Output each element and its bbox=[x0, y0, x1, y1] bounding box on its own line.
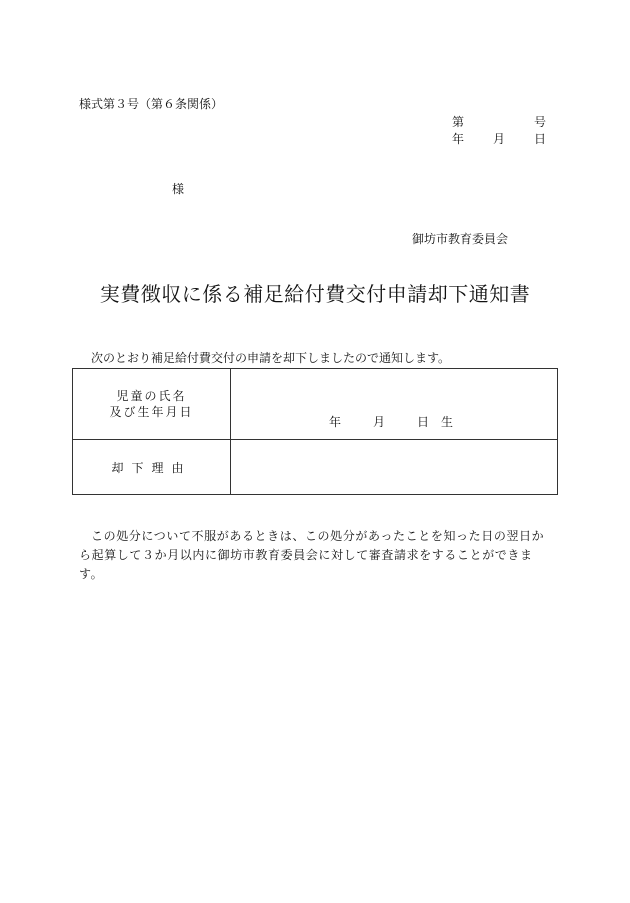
document-date-day: 日 bbox=[533, 132, 546, 146]
document-number-prefix: 第 bbox=[452, 115, 465, 129]
form-table bbox=[72, 368, 558, 495]
document-number-suffix: 号 bbox=[533, 115, 546, 129]
document-title: 実費徴収に係る補足給付費交付申請却下通知書 bbox=[99, 282, 531, 306]
lead-text: 次のとおり補足給付費交付の申請を却下しましたので通知します。 bbox=[91, 351, 451, 365]
child-value-cell[interactable] bbox=[231, 369, 558, 440]
document-date-month: 月 bbox=[492, 132, 505, 146]
form-label: 様式第３号（第６条関係） bbox=[79, 97, 224, 111]
document-date-year: 年 bbox=[452, 132, 465, 146]
reason-value-cell[interactable] bbox=[231, 440, 558, 495]
child-label bbox=[73, 388, 230, 420]
issuer: 御坊市教育委員会 bbox=[412, 232, 509, 246]
birth-month: 月 bbox=[373, 415, 386, 429]
birth-suffix: 生 bbox=[441, 415, 454, 429]
appeal-notice: この処分について不服があるときは、この処分があったことを知った日の翌日から起算して３か月以内に御坊市教育委員会に対して審査請求をすることができます。 bbox=[79, 529, 545, 581]
child-row bbox=[73, 369, 558, 440]
birth-date-row bbox=[329, 413, 453, 430]
addressee: 様 bbox=[172, 182, 185, 196]
child-label-cell bbox=[73, 369, 231, 440]
reason-label-cell bbox=[73, 440, 231, 495]
child-label-line2: 及び生年月日 bbox=[109, 405, 194, 419]
document-number bbox=[452, 113, 546, 130]
document-date bbox=[452, 130, 546, 147]
birth-date-area bbox=[231, 369, 557, 439]
reason-row bbox=[73, 440, 558, 495]
birth-year: 年 bbox=[329, 415, 342, 429]
reason-label: 却下理由 bbox=[111, 460, 192, 475]
child-label-line1: 児童の氏名 bbox=[116, 389, 187, 403]
birth-day: 日 bbox=[417, 415, 430, 429]
